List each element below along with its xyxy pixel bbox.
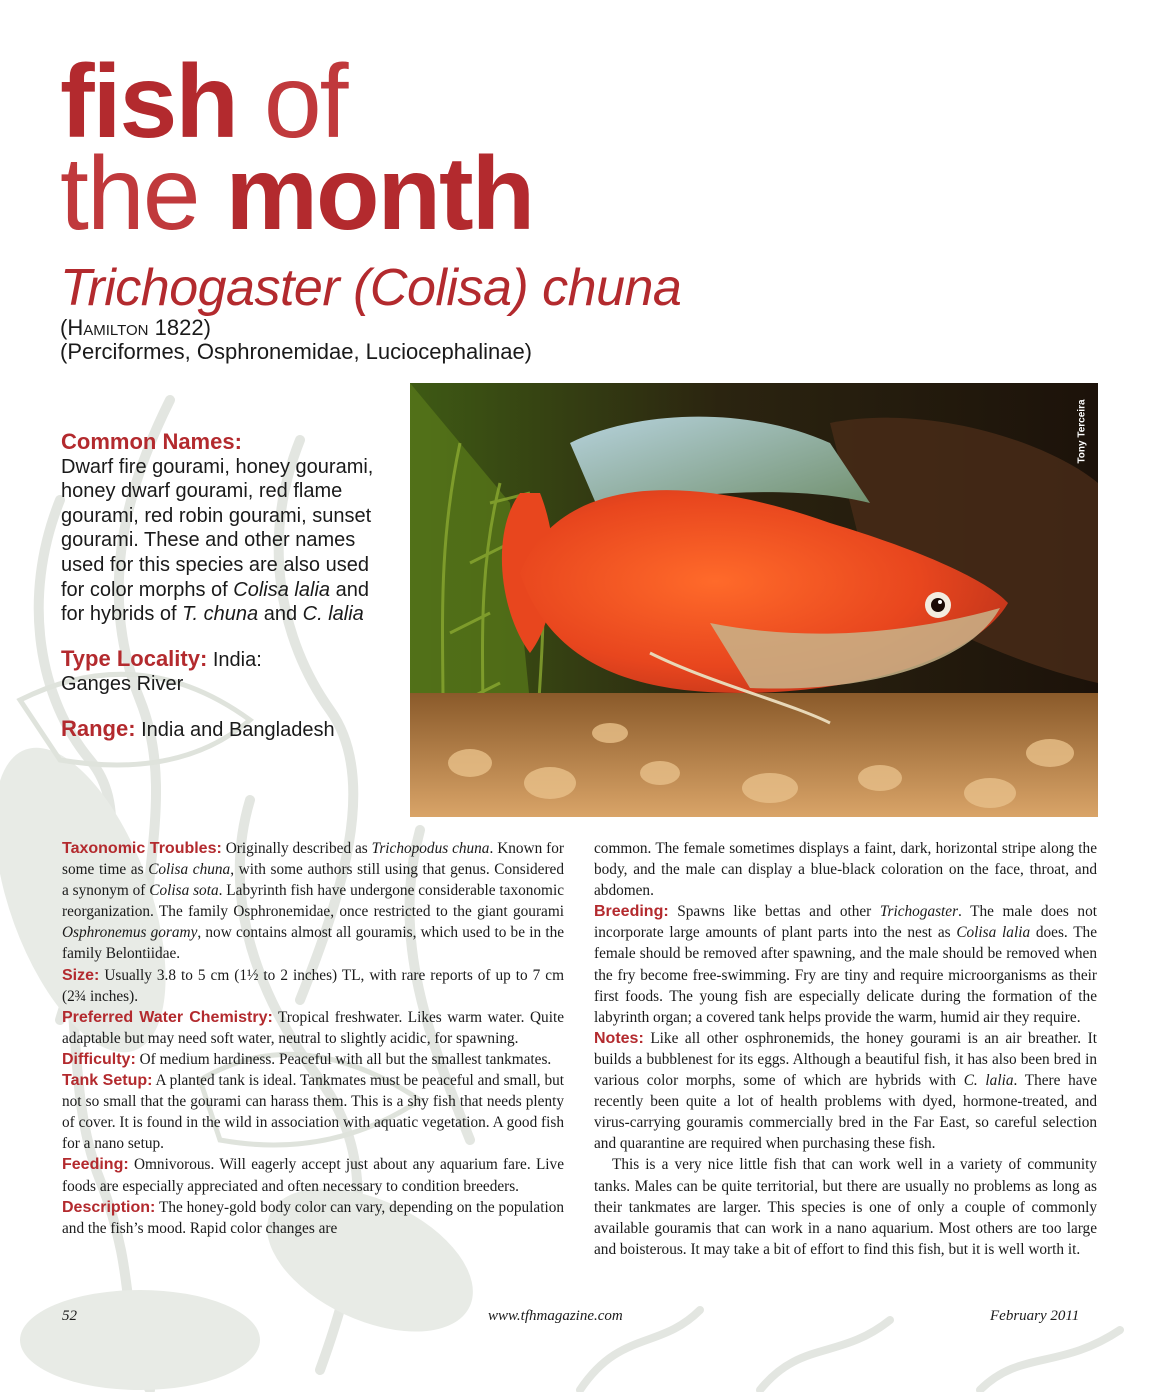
notes-heading: Notes: <box>594 1029 644 1047</box>
common-names-block <box>61 430 396 627</box>
size-heading: Size: <box>62 966 100 984</box>
breeding-paragraph: Breeding: Spawns like bettas and other Trichogaster. The male does not incorporate large amounts of plant parts into the nest as Colisa lalia does. The female should be removed after spawning, and the male should be removed when the fry become free-swimming. Fry are tiny and require microorganisms as their first foods. The young fish are especially delicate during the formation of the labyrinth organ; a covered tank helps provide the warm, humid air they require. <box>594 903 1097 1026</box>
closing-paragraph: This is a very nice little fish that can work well in a variety of community tanks. Males can be quite territorial, but there are usually no problems as long as their tankmates are larger. This species is one of only a couple of commonly available gouramis that can work in a nano aquarium. Most others are too large and boisterous. It may take a bit of effort to find this fish, but it is well worth it. <box>594 1156 1097 1258</box>
page-number: 52 <box>62 1308 77 1324</box>
authority-year: 1822) <box>154 315 211 340</box>
difficulty-paragraph: Difficulty: Of medium hardiness. Peaceful with all but the smallest tankmates. <box>62 1050 552 1068</box>
description-heading: Description: <box>62 1198 156 1216</box>
title-word-fish: fish <box>60 44 237 160</box>
title-word-the: the <box>60 136 199 252</box>
authority-name: Hamilton <box>67 315 149 340</box>
feeding-paragraph: Feeding: Omnivorous. Will eagerly accept just about any aquarium fare. Live foods are especially appreciated and often necessary to condition breeders. <box>62 1156 564 1195</box>
article-left-column <box>62 838 564 1239</box>
water-chemistry-heading: Preferred Water Chemistry: <box>62 1008 273 1026</box>
taxonomic-troubles-paragraph: Taxonomic Troubles: Originally described as Trichopodus chuna. Known for some time as Colisa chuna, with some authors still using that genus. Considered a synonym of Colisa sota. Labyrinth fish have undergone considerable taxonomic reorganization. The family Osphronemidae, once restricted to the giant gourami Osphronemus goramy, now contains almost all gouramis, which used to be in the family Belontiidae. <box>62 840 565 963</box>
description-continued: common. The female sometimes displays a faint, dark, horizontal stripe along the body, and the male can display a blue-black coloration on the face, throat, and abdomen. <box>594 840 1097 900</box>
tank-setup-heading: Tank Setup: <box>62 1072 153 1090</box>
feeding-heading: Feeding: <box>62 1156 129 1174</box>
tank-setup-paragraph: Tank Setup: A planted tank is ideal. Tankmates must be peaceful and small, but not so small that the gourami can harass them. This is a shy fish that needs plenty of cover. It is found in the wild in association with aquatic vegetation. A good fish for a nano setup. <box>62 1072 565 1153</box>
title-word-of: of <box>263 44 347 160</box>
range-line: Range: India and Bangladesh <box>61 715 335 741</box>
taxonomic-authority <box>60 316 532 364</box>
classification-line: (Perciformes, Osphronemidae, Luciocephalinae) <box>60 339 533 364</box>
authority-line <box>60 316 532 340</box>
size-paragraph: Size: Usually 3.8 to 5 cm (1½ to 2 inches) TL, with rare reports of up to 7 cm (2¾ inches). <box>62 966 564 1005</box>
difficulty-heading: Difficulty: <box>62 1050 136 1068</box>
magazine-url: www.tfhmagazine.com <box>488 1308 623 1324</box>
page-title <box>60 44 534 252</box>
article-right-column <box>594 838 1097 1260</box>
common-names-text: Dwarf fire gourami, honey gourami, honey dwarf gourami, red flame gourami, red robin gourami, sunset gourami. These and other names used for this species are also used for color morphs of Colisa lalia and for hybrids of T. chuna and C. lalia <box>61 455 374 626</box>
title-line-1 <box>60 44 533 160</box>
species-name: Trichogaster (Colisa) chuna <box>60 259 682 317</box>
title-word-month: month <box>225 136 534 252</box>
description-paragraph: Description: The honey-gold body color can vary, depending on the population and the fish’s mood. Rapid color changes are <box>62 1198 564 1237</box>
type-locality-heading: Type Locality: <box>61 645 208 671</box>
range-block <box>61 717 396 743</box>
notes-paragraph: Notes: Like all other osphronemids, the honey gourami is an air breather. It builds a bubblenest for its eggs. Although a beautiful fish, it has also been bred in various color morphs, some of which are hybrids with C. lalia. There have recently been quite a lot of health problems with dyed, hormone-treated, and virus-carrying gouramis commercially bred in the Far East, so careful selection and quarantine are required when purchasing these fish. <box>594 1029 1097 1153</box>
fact-sidebar <box>61 430 396 763</box>
type-locality-line: Type Locality: India: <box>61 645 262 671</box>
taxonomic-troubles-heading: Taxonomic Troubles: <box>62 840 222 857</box>
issue-date: February 2011 <box>990 1308 1080 1324</box>
type-locality-text: Ganges River <box>61 673 184 696</box>
fish-photo <box>410 383 1098 817</box>
type-locality-block <box>61 647 396 697</box>
authority-paren: ( <box>60 315 68 340</box>
photo-credit <box>1062 400 1122 470</box>
title-line-2 <box>60 136 534 252</box>
water-chemistry-paragraph: Preferred Water Chemistry: Tropical freshwater. Likes warm water. Quite adaptable but may need soft water, neutral to slightly acidic, for spawning. <box>62 1008 564 1047</box>
breeding-heading: Breeding: <box>594 903 669 921</box>
range-heading: Range: <box>61 715 136 741</box>
watermark-illustration-bottom <box>560 1290 1152 1392</box>
common-names-heading: Common Names: <box>61 429 242 454</box>
photo-credit-text: Tony Terceira <box>1076 399 1088 464</box>
